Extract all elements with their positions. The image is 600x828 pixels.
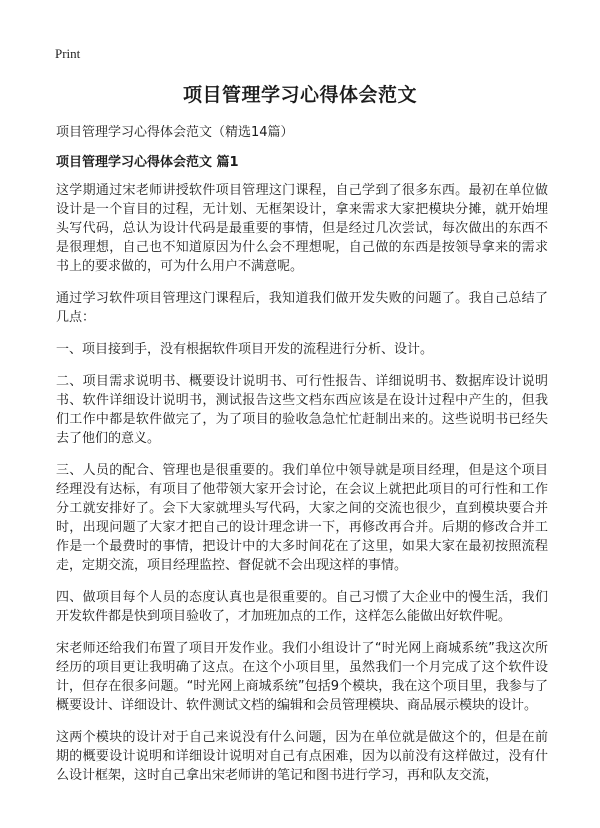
- document-subtitle: 项目管理学习心得体会范文（精选14篇）: [56, 125, 294, 140]
- paragraph: 一、项目接到手，没有根据软件项目开发的流程进行分析、设计。: [56, 342, 434, 357]
- paragraph: 这两个模块的设计对于自己来说没有什么问题，因为在单位就是做这个的，但是在前期的概要设计说明和详细设计说明对自己有点困难，因为以前没有这样做过，没有什么设计框架，这时自己拿出宋老师讲的笔记和图书进行学习，再和队友交流，: [56, 730, 548, 783]
- paragraph: 这学期通过宋老师讲授软件项目管理这门课程，自己学到了很多东西。最初在单位做设计是一个盲目的过程，无计划、无框架设计，拿来需求大家把模块分摊，就开始埋头写代码，总认为设计代码是最重要的事情，但是经过几次尝试，每次做出的东西不是很理想，自己也不知道原因为什么会不理想呢，自己做的东西是按领导拿来的需求书上的要求做的，可为什么用户不满意呢。: [56, 183, 548, 274]
- paragraph: 三、人员的配合、管理也是很重要的。我们单位中领导就是项目经理，但是这个项目经理没有达标，有项目了他带领大家开会讨论，在会议上就把此项目的可行性和工作分工就安排好了。会下大家就埋头写代码，大家之间的交流也很少，直到模块要合并时，出现问题了大家才把自己的设计理念讲一下，再修改再合并。后期的修改合并工作是一个最费时的事情，把设计中的大多时间花在了这里，如果大家在最初按照流程走，定期交流，项目经理监控、督促就不会出现这样的事情。: [56, 463, 548, 573]
- paragraph: 四、做项目每个人员的态度认真也是很重要的。自己习惯了大企业中的慢生活，我们开发软件都是快到项目验收了，才加班加点的工作，这样怎么能做出好软件呢。: [56, 590, 548, 624]
- section-heading: 项目管理学习心得体会范文 篇1: [56, 155, 239, 170]
- paragraph: 二、项目需求说明书、概要设计说明书、可行性报告、详细说明书、数据库设计说明书、软件详细设计说明书，测试报告这些文档东西应该是在设计过程中产生的，但我们工作中都是软件做完了，为了项目的验收急急忙忙赶制出来的。这些说明书已经失去了他们的意义。: [56, 374, 548, 446]
- paragraph: 宋老师还给我们布置了项目开发作业。我们小组设计了“时光网上商城系统”我这次所经历的项目更让我明确了这点。在这个小项目里，虽然我们一个月完成了这个软件设计，但存在很多问题。“时光网上商城系统”包括9个模块，我在这个项目里，我参与了概要设计、详细设计、软件测试文档的编辑和会员管理模块、商品展示模块的设计。: [56, 641, 548, 713]
- paragraph: 通过学习软件项目管理这门课程后，我知道我们做开发失败的问题了。我自己总结了几点：: [56, 291, 548, 325]
- print-link[interactable]: Print: [55, 46, 81, 61]
- document-body: [56, 181, 548, 798]
- document-title: 项目管理学习心得体会范文: [182, 84, 417, 106]
